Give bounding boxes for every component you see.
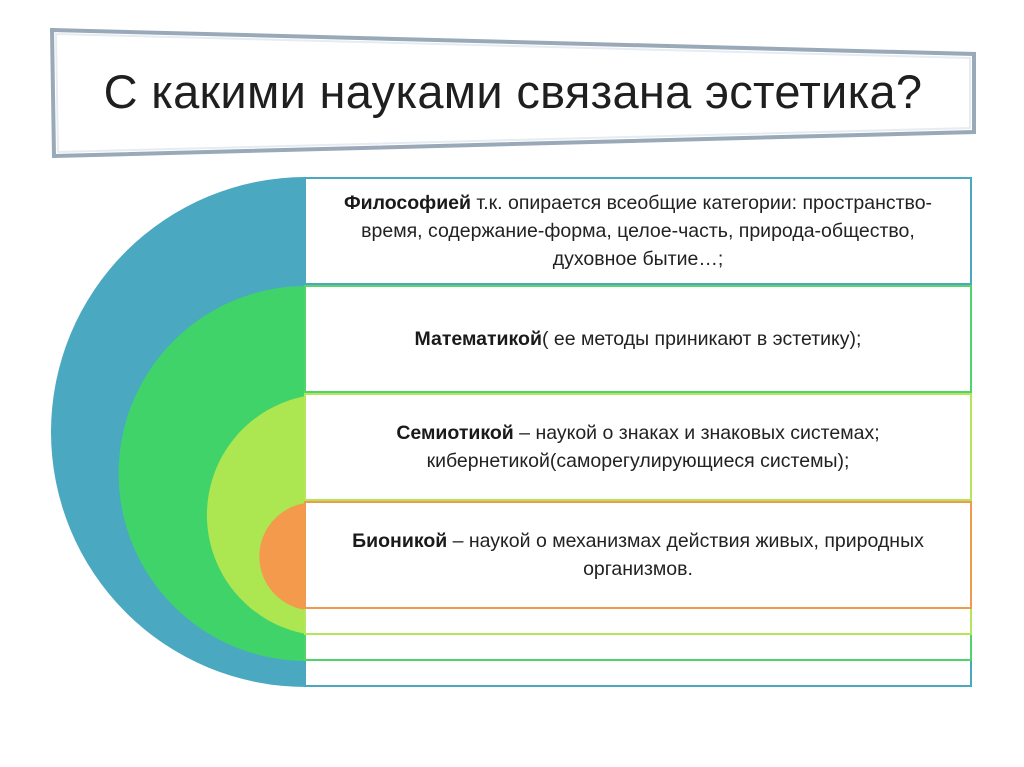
item-philosophy-text (324, 189, 952, 273)
item-philosophy (304, 177, 972, 285)
item-mathematics-bold: Математикой (414, 328, 542, 350)
bottom-strip-mathematics (304, 635, 972, 661)
bottom-strip-philosophy (304, 661, 972, 687)
item-bionics-bold: Бионикой (352, 530, 448, 552)
item-philosophy-body: т.к. опирается всеобщие категории: пространство-время, содержание-форма, целое-часть, природа-общество, духовное бытие…; (361, 192, 933, 270)
item-semiotics-bold: Семиотикой (396, 422, 514, 444)
bottom-strip-semiotics (304, 609, 972, 635)
item-semiotics-text (324, 419, 952, 475)
item-semiotics-body: – наукой о знаках и знаковых системах; кибернетикой(саморегулирующиеся системы); (426, 422, 880, 472)
item-philosophy-bold: Философией (343, 192, 472, 214)
slide-title: С какими науками связана эстетика? (103, 64, 923, 118)
item-bionics (304, 501, 972, 609)
item-bionics-text (324, 527, 952, 583)
item-mathematics-text (415, 325, 862, 353)
item-bionics-body: – наукой о механизмах действия живых, природных организмов. (447, 530, 924, 580)
item-mathematics-body: ( ее методы приникают в эстетику); (541, 328, 862, 350)
item-mathematics (304, 285, 972, 393)
item-semiotics (304, 393, 972, 501)
